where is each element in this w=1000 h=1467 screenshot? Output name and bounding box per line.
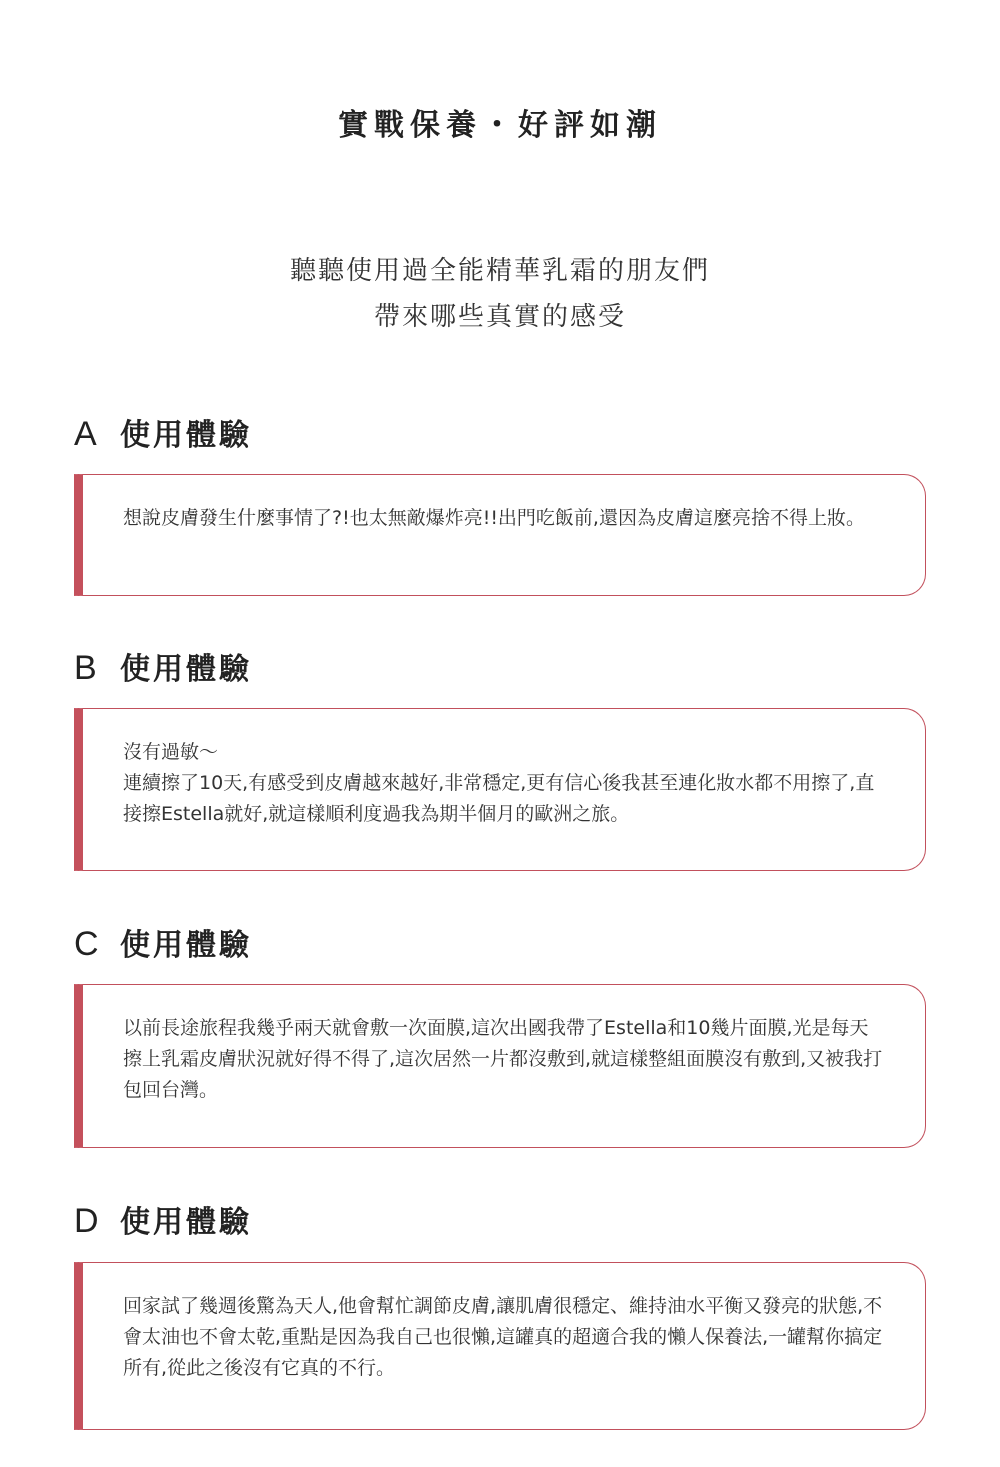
review-c-heading xyxy=(74,924,252,964)
review-d-label: 使用體驗 xyxy=(120,1205,252,1240)
review-b-heading xyxy=(74,648,252,688)
review-a-heading xyxy=(74,414,252,454)
review-a-label: 使用體驗 xyxy=(120,418,252,453)
review-b-paragraph-1: 沒有過敏～ xyxy=(123,741,219,763)
review-b-paragraph-2: 連續擦了10天,有感受到皮膚越來越好,非常穩定,更有信心後我甚至連化妝水都不用擦了,直接擦Estella就好,就這樣順利度過我為期半個月的歐洲之旅。 xyxy=(123,772,875,825)
review-d-heading xyxy=(74,1201,252,1241)
review-b-card xyxy=(74,708,926,871)
review-c-label: 使用體驗 xyxy=(120,928,252,963)
review-d-paragraph-1: 回家試了幾週後驚為天人,他會幫忙調節皮膚,讓肌膚很穩定、維持油水平衡又發亮的狀態,不會太油也不會太乾,重點是因為我自己也很懶,這罐真的超適合我的懶人保養法,一罐幫你搞定所有,從此之後沒有它真的不行。 xyxy=(123,1295,883,1379)
review-a-card xyxy=(74,474,926,596)
review-d-text xyxy=(123,1291,887,1384)
intro-text xyxy=(0,248,1000,340)
review-c-card xyxy=(74,984,926,1148)
review-a-paragraph-1: 想說皮膚發生什麼事情了?!也太無敵爆炸亮!!出門吃飯前,還因為皮膚這麼亮捨不得上妝。 xyxy=(123,507,865,529)
review-d-letter: D xyxy=(74,1202,99,1240)
review-d-card xyxy=(74,1262,926,1430)
review-c-text xyxy=(123,1013,887,1106)
review-a-letter: A xyxy=(74,415,97,453)
intro-line-1: 聽聽使用過全能精華乳霜的朋友們 xyxy=(289,256,710,286)
review-b-label: 使用體驗 xyxy=(120,652,252,687)
review-b-text xyxy=(123,737,887,830)
review-c-paragraph-1: 以前長途旅程我幾乎兩天就會敷一次面膜,這次出國我帶了Estella和10幾片面膜,光是每天擦上乳霜皮膚狀況就好得不得了,這次居然一片都沒敷到,就這樣整組面膜沒有敷到,又被我打包回台灣。 xyxy=(123,1017,883,1101)
intro-line-2: 帶來哪些真實的感受 xyxy=(373,302,626,332)
review-b-letter: B xyxy=(74,649,97,687)
page-title: 實戰保養・好評如潮 xyxy=(338,108,662,143)
review-c-letter: C xyxy=(74,925,99,963)
review-a-text xyxy=(123,503,887,534)
